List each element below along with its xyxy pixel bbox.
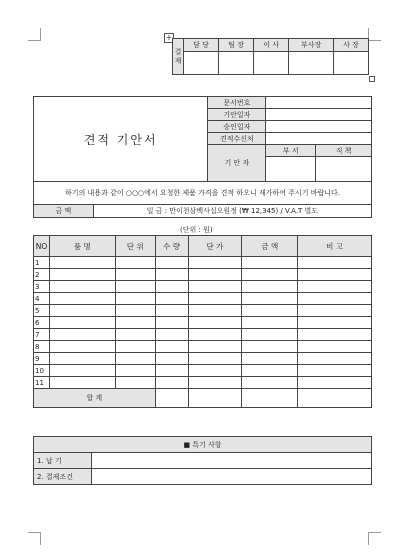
col-header-unit: 단 위 <box>115 236 155 257</box>
col-header-no: NO <box>34 236 50 257</box>
row-number: 1 <box>34 257 50 269</box>
table-row <box>34 293 372 305</box>
col-header-qty: 수 량 <box>155 236 188 257</box>
table-move-handle-icon[interactable]: + <box>165 33 173 42</box>
header-table <box>33 96 372 218</box>
total-note[interactable] <box>298 389 372 408</box>
table-row <box>34 257 372 269</box>
approval-role: 이 사 <box>254 39 289 52</box>
approval-signature-cell[interactable] <box>219 52 254 75</box>
row-number: 11 <box>34 377 50 389</box>
table-resize-handle[interactable] <box>369 76 375 82</box>
special-notes-title: ■ 특기 사항 <box>34 437 372 453</box>
row-number: 3 <box>34 281 50 293</box>
drafter-position-value[interactable] <box>316 157 372 182</box>
row-number: 5 <box>34 305 50 317</box>
crop-mark-bottom-left <box>28 532 41 545</box>
table-row <box>34 365 372 377</box>
approval-role: 담 당 <box>184 39 219 52</box>
field-label-recipient: 견적수신처 <box>208 133 266 145</box>
drafter-dept-value[interactable] <box>266 157 316 182</box>
col-header-note: 비 고 <box>298 236 372 257</box>
col-header-price: 단 가 <box>188 236 242 257</box>
approval-role: 부사장 <box>289 39 334 52</box>
total-label: 합 계 <box>34 389 156 408</box>
page-title: 견적 기안서 <box>34 97 208 182</box>
field-value-recipient[interactable] <box>266 133 372 145</box>
total-price[interactable] <box>188 389 242 408</box>
unit-note: (단위 : 원) <box>180 226 213 234</box>
crop-mark-bottom-right <box>368 532 381 545</box>
table-row <box>34 305 372 317</box>
col-header-item: 품 명 <box>49 236 115 257</box>
special-label-payment: 2. 결제조건 <box>34 469 92 485</box>
table-row <box>34 329 372 341</box>
field-value-doc-number[interactable] <box>266 97 372 109</box>
row-number: 9 <box>34 353 50 365</box>
drafter-col-dept: 부 서 <box>266 145 316 157</box>
approval-side-label: 결재 <box>173 39 184 75</box>
approval-signature-cell[interactable] <box>184 52 219 75</box>
special-label-delivery: 1. 납 기 <box>34 453 92 469</box>
table-row <box>34 317 372 329</box>
row-number: 7 <box>34 329 50 341</box>
field-value-approval-date[interactable] <box>266 121 372 133</box>
special-notes-table <box>33 436 372 485</box>
special-value-delivery[interactable] <box>91 453 371 469</box>
amount-value: 일 금 : 만이천삼백사십오원정 (₩ 12,345) / V.A.T 별도 <box>93 205 371 218</box>
crop-mark-top-left <box>28 28 41 41</box>
table-row <box>34 269 372 281</box>
items-table <box>33 235 372 408</box>
row-number: 8 <box>34 341 50 353</box>
approval-role: 팀 장 <box>219 39 254 52</box>
crop-mark-top-right <box>368 28 381 41</box>
notice-text: 하기의 내용과 같이 ○○○에서 요청한 제품 가격을 견적 하오니 재가하여 주시기 바랍니다. <box>34 182 372 205</box>
approval-signature-cell[interactable] <box>333 52 368 75</box>
row-number: 4 <box>34 293 50 305</box>
row-number: 10 <box>34 365 50 377</box>
col-header-amount: 금 액 <box>242 236 298 257</box>
row-number: 2 <box>34 269 50 281</box>
approval-role: 사 장 <box>333 39 368 52</box>
approval-signature-cell[interactable] <box>289 52 334 75</box>
table-row <box>34 341 372 353</box>
amount-label: 금 액 <box>34 205 94 218</box>
table-row <box>34 377 372 389</box>
special-value-payment[interactable] <box>91 469 371 485</box>
field-label-approval-date: 승인일자 <box>208 121 266 133</box>
approval-signature-cell[interactable] <box>254 52 289 75</box>
table-row <box>34 353 372 365</box>
drafter-col-position: 직 책 <box>316 145 372 157</box>
total-qty[interactable] <box>155 389 188 408</box>
row-number: 6 <box>34 317 50 329</box>
approval-table <box>172 38 369 75</box>
table-row <box>34 281 372 293</box>
field-value-draft-date[interactable] <box>266 109 372 121</box>
total-amount[interactable] <box>242 389 298 408</box>
drafter-label: 기 안 자 <box>208 145 266 182</box>
field-label-doc-number: 문서번호 <box>208 97 266 109</box>
field-label-draft-date: 기안일자 <box>208 109 266 121</box>
